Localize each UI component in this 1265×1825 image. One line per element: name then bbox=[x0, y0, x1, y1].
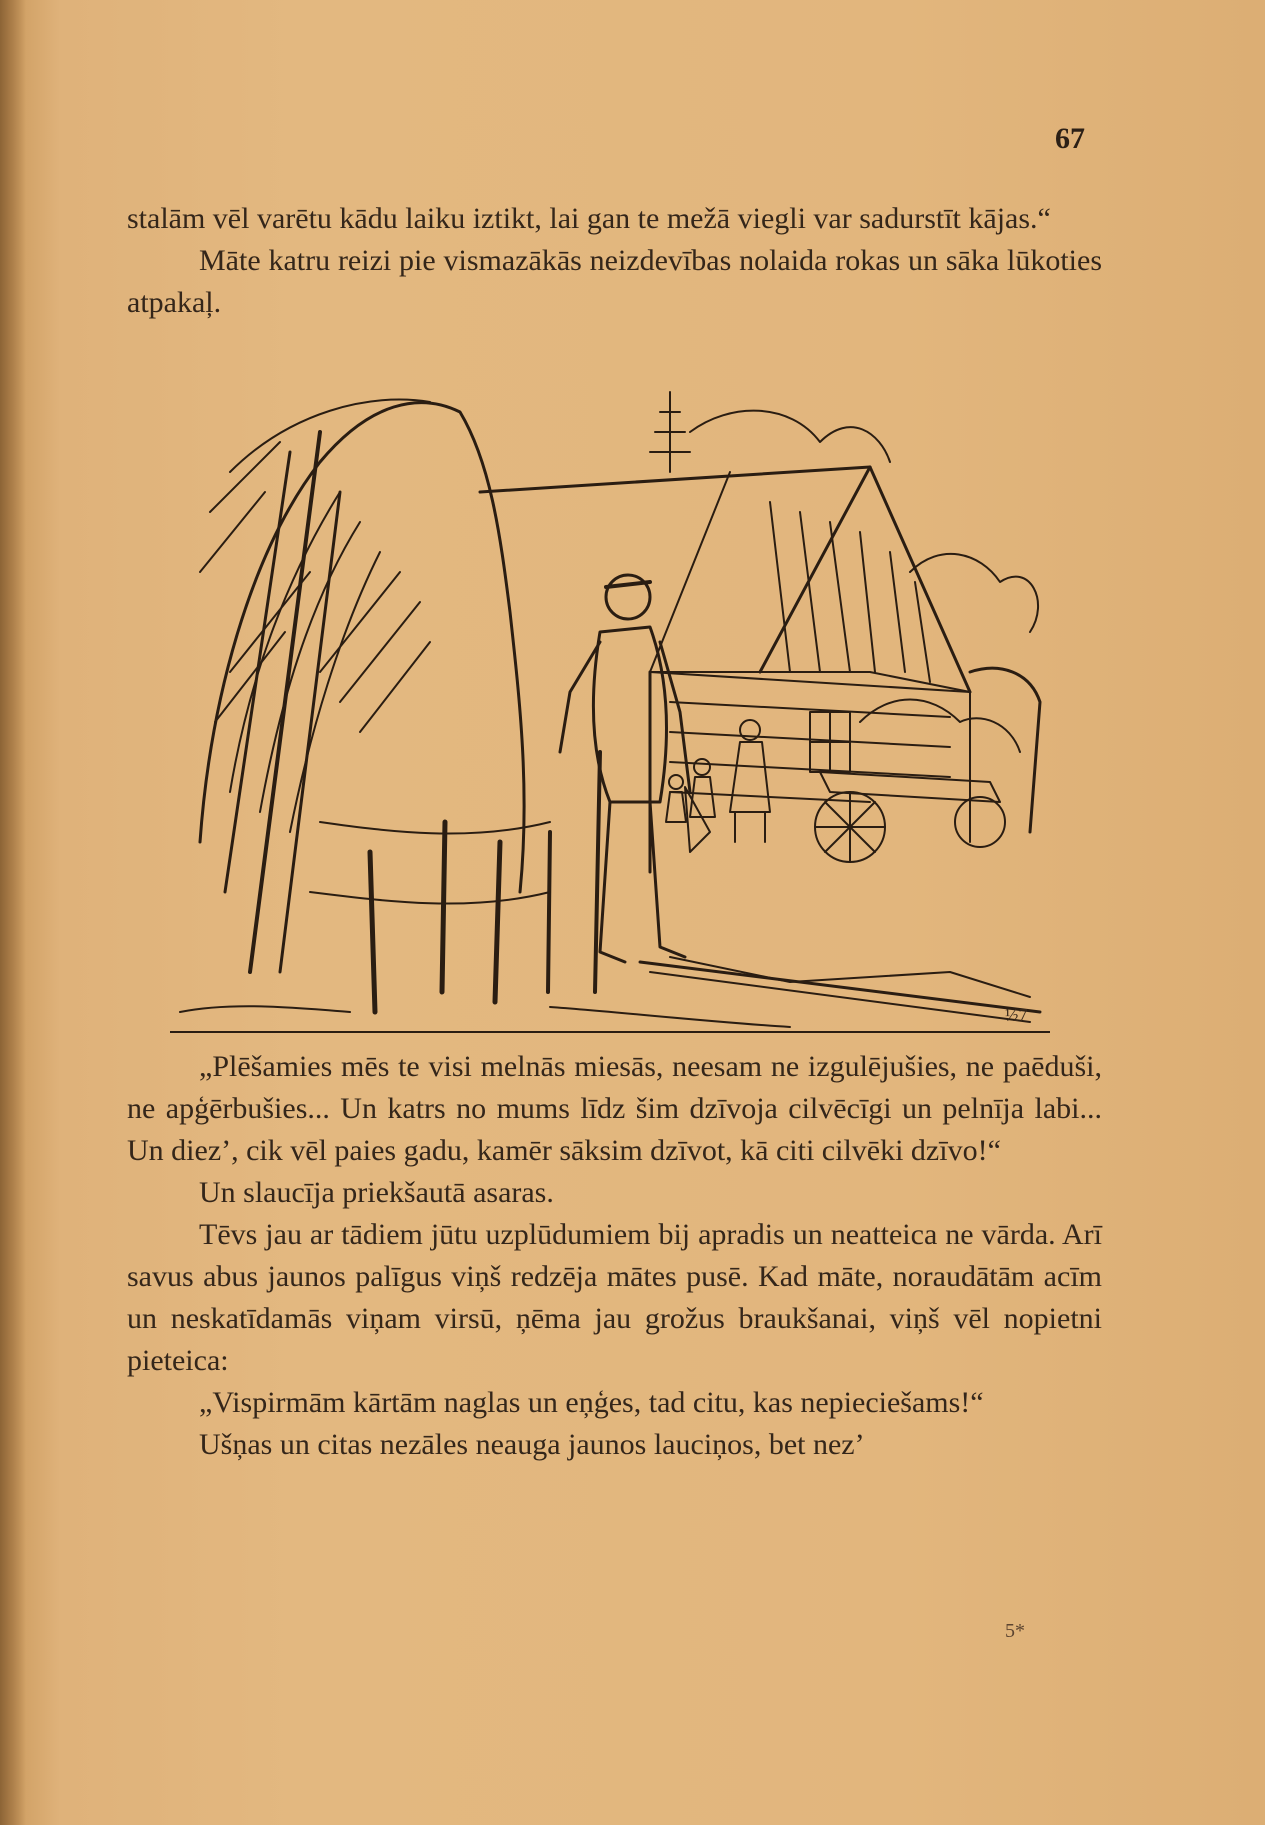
signature-footer-mark: 5* bbox=[1005, 1620, 1025, 1642]
paragraph: Tēvs jau ar tādiem jūtu uzplūdumiem bij apradis un neatteica ne vārda. Arī savus abus jaunos palīgus viņš redzēja mātes pusē. Kad māte, noraudātām acīm un neskatīdamās viņam virsū, ņēma jau grožus braukšanai, viņš vēl nopietni pieteica: bbox=[127, 1218, 1102, 1377]
farm-scene-illustration bbox=[170, 372, 1050, 1052]
book-binding-shadow bbox=[0, 0, 26, 1825]
illustration-signature: ½7 bbox=[1005, 1005, 1028, 1025]
paragraph-continuation: stalām vēl varētu kādu laiku iztikt, lai gan te mežā viegli var sadurstīt kājas.“ bbox=[127, 202, 1051, 235]
text-block-top bbox=[127, 198, 1102, 324]
text-block-bottom bbox=[127, 1046, 1102, 1466]
paragraph: Un slaucīja priekšautā asaras. bbox=[199, 1176, 554, 1209]
paragraph: „Vispirmām kārtām naglas un eņģes, tad citu, kas nepieciešams!“ bbox=[199, 1386, 984, 1419]
paragraph: Ušņas un citas nezāles neauga jaunos lauciņos, bet nez’ bbox=[199, 1428, 865, 1461]
paragraph: Māte katru reizi pie vismazākās neizdevības nolaida rokas un sāka lūkoties atpakaļ. bbox=[127, 244, 1102, 319]
page-number: 67 bbox=[1055, 122, 1085, 155]
paragraph: „Plēšamies mēs te visi melnās miesās, neesam ne izgulējušies, ne paēduši, ne apģērbušies... Un katrs no mums līdz šim dzīvoja cilvēcīgi un pelnīja labi... Un diez’, cik vēl paies gadu, kamēr sāksim dzīvot, kā citi cilvēki dzīvo!“ bbox=[127, 1050, 1102, 1167]
